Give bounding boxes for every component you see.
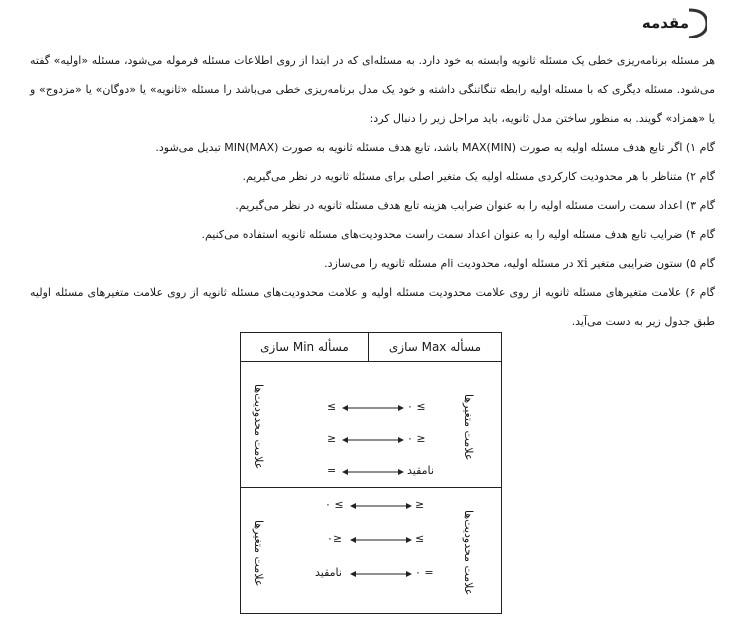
top-left-label: علامت محدودیت‌ها xyxy=(252,384,265,470)
relation-row xyxy=(241,566,503,582)
table-top-block xyxy=(241,362,502,488)
relation-left: = xyxy=(327,464,337,477)
relation-row xyxy=(241,400,503,416)
top-right-label: علامت متغیرها xyxy=(462,393,475,461)
header-min-problem: مسأله Min سازی xyxy=(241,333,369,362)
relation-row xyxy=(241,432,503,448)
step-5 xyxy=(30,249,715,278)
double-arrow-icon xyxy=(341,435,405,445)
section-title: مقدمه xyxy=(641,14,689,32)
step-5-text-before: گام ۵) ستون ضرایبی متغیر xyxy=(591,257,715,270)
step-1: گام ۱) اگر تابع هدف مسئله اولیه به صورت (MIN)MAX باشد، تابع هدف مسئله ثانویه به صورت (MAX)MIN تبدیل می‌شود. xyxy=(155,141,715,154)
relation-left: نامقید xyxy=(315,566,342,579)
relation-left: ≥ ۰ xyxy=(325,498,344,511)
step-2: گام ۲) متناظر با هر محدودیت کارکردی مسئله اولیه یک متغیر اصلی برای مسئله ثانویه در نظر می‌گیریم. xyxy=(242,170,715,183)
step-4: گام ۴) ضرایب تابع هدف مسئله اولیه را به عنوان اعداد سمت راست محدودیت‌های مسئله ثانویه استفاده می‌کنیم. xyxy=(201,228,715,241)
relation-row xyxy=(241,498,503,514)
relation-left: ≥ xyxy=(327,400,337,413)
steps-list xyxy=(30,133,715,336)
bottom-right-label: علامت محدودیت‌ها xyxy=(462,510,475,596)
double-arrow-icon xyxy=(349,569,413,579)
section-header xyxy=(641,8,707,38)
relation-left: ≤۰ xyxy=(327,532,343,545)
bottom-left-label: علامت متغیرها xyxy=(252,519,265,587)
step-3: گام ۳) اعداد سمت راست مسئله اولیه را به عنوان ضرایب هزینه تابع هدف مسئله ثانویه در نظر می‌گیریم. xyxy=(235,199,715,212)
header-max-problem: مسأله Max سازی xyxy=(369,333,502,362)
relation-right: ≤ xyxy=(415,498,425,511)
double-arrow-icon xyxy=(341,403,405,413)
table-bottom-block xyxy=(241,488,502,614)
relation-row xyxy=(241,464,503,480)
step-5-text-after: در مسئله اولیه، محدودیت iام مسئله ثانویه را می‌سازد. xyxy=(324,257,574,270)
intro-paragraph: هر مسئله برنامه‌ریزی خطی یک مسئله ثانویه وابسته به خود دارد. به مسئله‌ای که در ابتدا از روی اطلاعات مسئله فرموله می‌شود، مسئله «اولیه» گفته می‌شود. مسئله دیگری که با مسئله اولیه رابطه تنگاتنگی داشته و خود یک مدل برنامه‌ریزی خطی می‌باشد را مسئله «ثانویه» یا «دوگان» یا «مزدوج» و یا «همزاد» گویند. به منظور ساختن مدل ثانویه، باید مراحل زیر را دنبال کرد: xyxy=(30,54,715,125)
relation-right: ≤ ۰ xyxy=(407,432,426,445)
relation-right: ≥ ۰ xyxy=(407,400,426,413)
double-arrow-icon xyxy=(349,535,413,545)
primal-dual-table xyxy=(240,332,502,614)
double-arrow-icon xyxy=(349,501,413,511)
step-6: گام ۶) علامت متغیرهای مسئله ثانویه از روی علامت محدودیت مسئله اولیه و علامت محدودیت‌های مسئله ثانویه از روی علامت متغیرهای مسئله اولیه طبق جدول زیر به دست می‌آید. xyxy=(30,286,715,328)
relation-right: ≥ xyxy=(415,532,425,545)
relation-right: نامقید xyxy=(407,464,434,477)
double-arrow-icon xyxy=(341,467,405,477)
relation-row xyxy=(241,532,503,548)
relation-left: ≤ xyxy=(327,432,337,445)
step-5-variable: xi xyxy=(577,256,588,270)
relation-right: = ۰ xyxy=(415,566,434,579)
